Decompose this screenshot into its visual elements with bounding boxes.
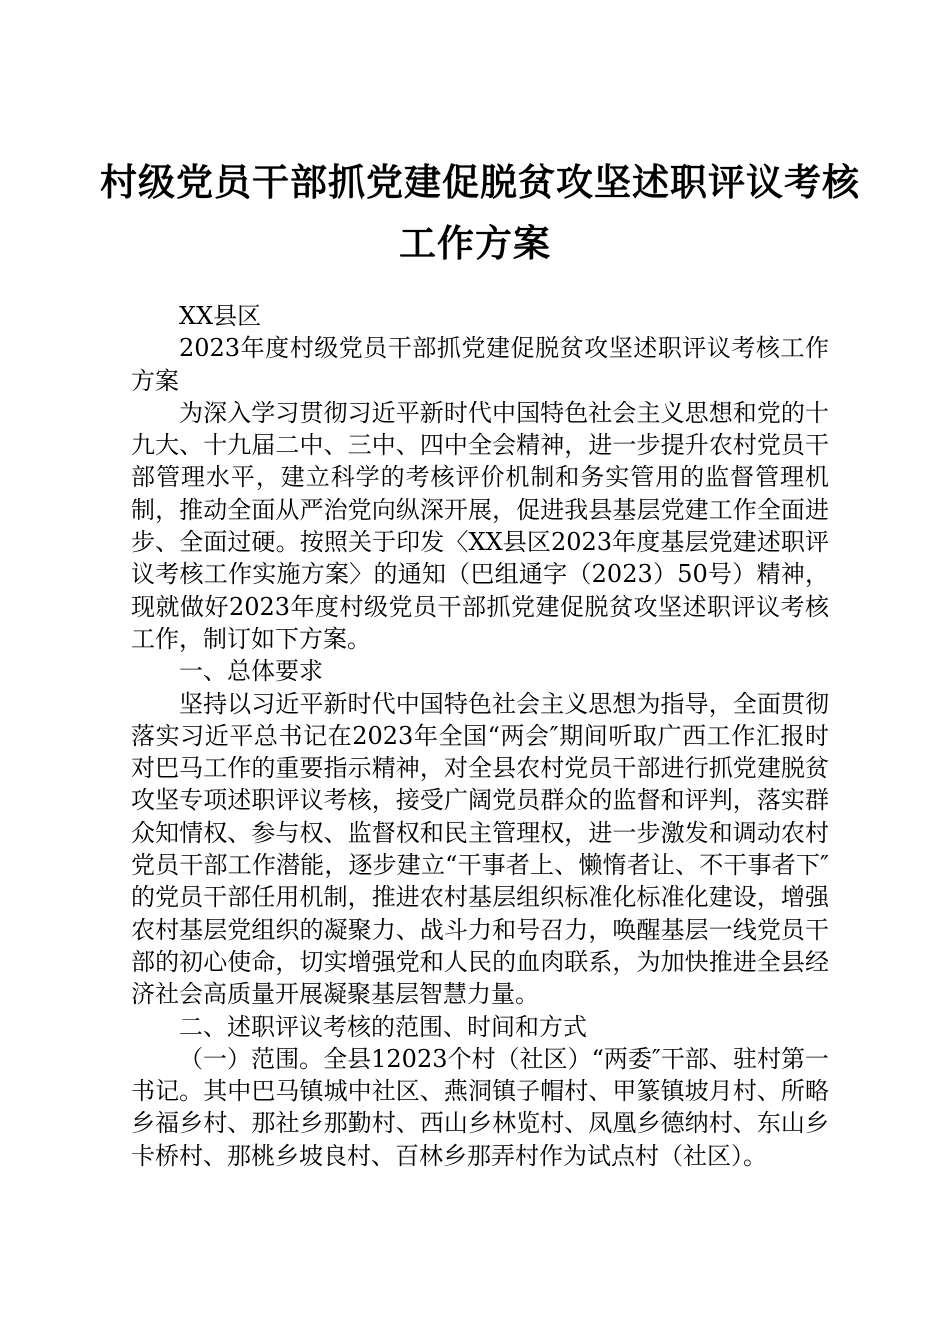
document-title-line-2: 工作方案: [399, 221, 551, 265]
plan-subtitle: 2023年度村级党员干部抓党建促脱贫攻坚述职评议考核工作方案: [131, 334, 829, 395]
intro-paragraph: 为深入学习贯彻习近平新时代中国特色社会主义思想和党的十九大、十九届二中、三中、四中全会精神，进一步提升农村党员干部管理水平，建立科学的考核评价机制和务实管用的监督管理机制，推动全面从严治党向纵深开展，促进我县基层党建工作全面进步、全面过硬。按照关于印发〈XX县区2023年度基层党建述职评议考核工作实施方案〉的通知（巴组通字（2023）50号）精神，现就做好2023年度村级党员干部抓党建促脱贫攻坚述职评议考核工作，制订如下方案。: [131, 398, 829, 653]
section-heading-general-requirements: 一、总体要求: [179, 657, 323, 686]
general-requirements-paragraph: 坚持以习近平新时代中国特色社会主义思想为指导，全面贯彻落实习近平总书记在2023年全国“两会″期间听取广西工作汇报时对巴马工作的重要指示精神，对全县农村党员干部进行抓党建脱贫攻坚专项述职评议考核，接受广阔党员群众的监督和评判，落实群众知情权、参与权、监督权和民主管理权，进一步激发和调动农村党员干部工作潜能，逐步建立“干事者上、懒惰者让、不干事者下″的党员干部任用机制，推进农村基层组织标准化标准化建设，增强农村基层党组织的凝聚力、战斗力和号召力，唤醒基层一线党员干部的初心使命，切实增强党和人民的血肉联系，为加快推进全县经济社会高质量开展凝聚基层智慧力量。: [131, 689, 829, 1009]
section-heading-scope-time-method: 二、述职评议考核的范围、时间和方式: [179, 1012, 587, 1041]
scope-paragraph: （一）范围。全县12023个村（社区）“两委″干部、驻村第一书记。其中巴马镇城中社区、燕洞镇子帽村、甲篆镇坡月村、所略乡福乡村、那社乡那勤村、西山乡林览村、凤凰乡德纳村、东山乡卡桥村、那桃乡坡良村、百林乡那弄村作为试点村（社区）。: [131, 1044, 829, 1170]
county-name: XX县区: [179, 302, 262, 330]
document-title-line-1: 村级党员干部抓党建促脱贫攻坚述职评议考核: [100, 160, 860, 204]
document-body: [131, 300, 829, 1172]
